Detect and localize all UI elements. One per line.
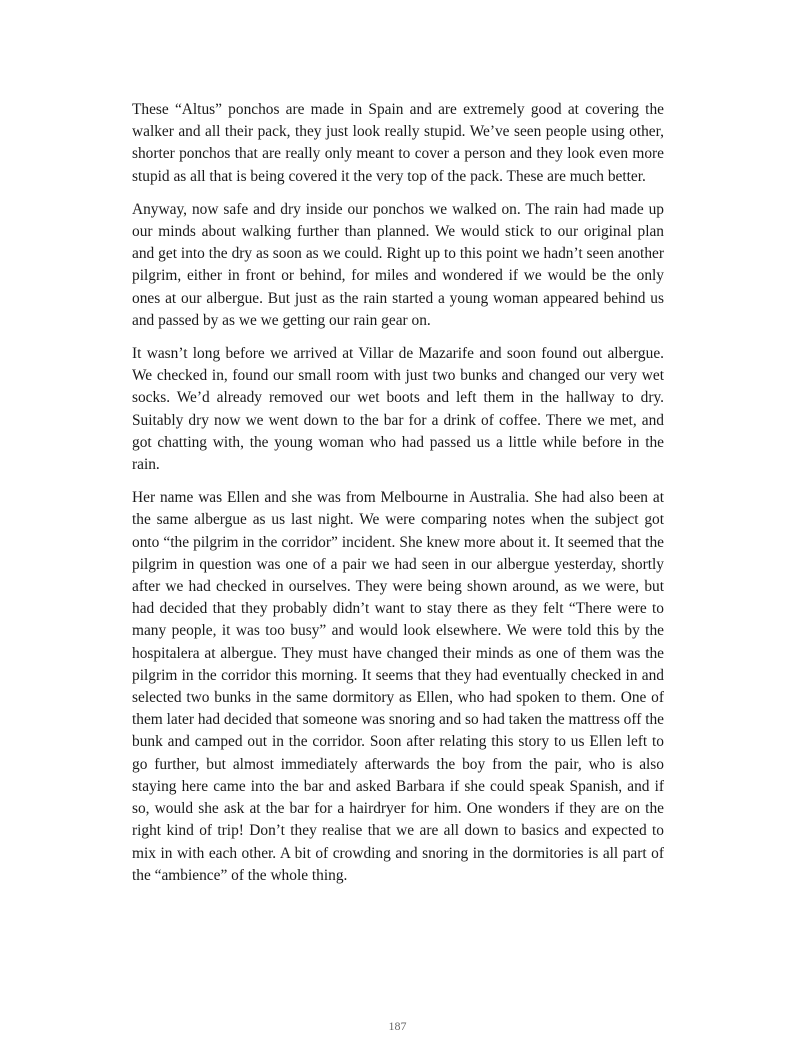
- paragraph-arrival: It wasn’t long before we arrived at Villar de Mazarife and soon found out albergue. We checked in, found our small room with just two bunks and changed our very wet socks. We’d already removed our wet boots and left them in the hallway to dry. Suitably dry now we went down to the bar for a drink of coffee. There we met, and got chatting with, the young woman who had passed us a little while before in the rain.: [132, 345, 664, 474]
- page-number: 187: [388, 1019, 407, 1033]
- body-text: [132, 99, 664, 887]
- paragraph-ellen: Her name was Ellen and she was from Melbourne in Australia. She had also been at the same albergue as us last night. We were comparing notes when the subject got onto “the pilgrim in the corridor” incident. She knew more about it. It seemed that the pilgrim in question was one of a pair we had seen in our albergue yesterday, shortly after we had checked in ourselves. They were being shown around, as we were, but had decided that they probably didn’t want to stay there as they felt “There were to many people, it was too busy” and would look elsewhere. We were told this by the hospitalera at albergue. They must have changed their minds as one of them was the pilgrim in the corridor this morning. It seems that they had eventually checked in and selected two bunks in the same dormitory as Ellen, who had spoken to them. One of them later had decided that someone was snoring and so had taken the mattress off the bunk and camped out in the corridor. Soon after relating this story to us Ellen left to go further, but almost immediately afterwards the boy from the pair, who is also staying here came into the bar and asked Barbara if she could speak Spanish, and if so, would she ask at the bar for a hairdryer for him. One wonders if they are on the right kind of trip! Don’t they realise that we are all down to basics and expected to mix in with each other. A bit of crowding and snoring in the dormitories is all part of the “ambience” of the whole thing.: [132, 489, 664, 884]
- paragraph-walk-on: Anyway, now safe and dry inside our ponchos we walked on. The rain had made up our minds about walking further than planned. We would stick to our original plan and get into the dry as soon as we could. Right up to this point we hadn’t seen another pilgrim, either in front or behind, for miles and wondered if we would be the only ones at our albergue. But just as the rain started a young woman appeared behind us and passed by as we we getting our rain gear on.: [132, 200, 664, 329]
- paragraph-ponchos: These “Altus” ponchos are made in Spain and are extremely good at covering the walker and all their pack, they just look really stupid. We’ve seen people using other, shorter ponchos that are really only meant to cover a person and they look even more stupid as all that is being covered it the very top of the pack. These are much better.: [132, 101, 664, 185]
